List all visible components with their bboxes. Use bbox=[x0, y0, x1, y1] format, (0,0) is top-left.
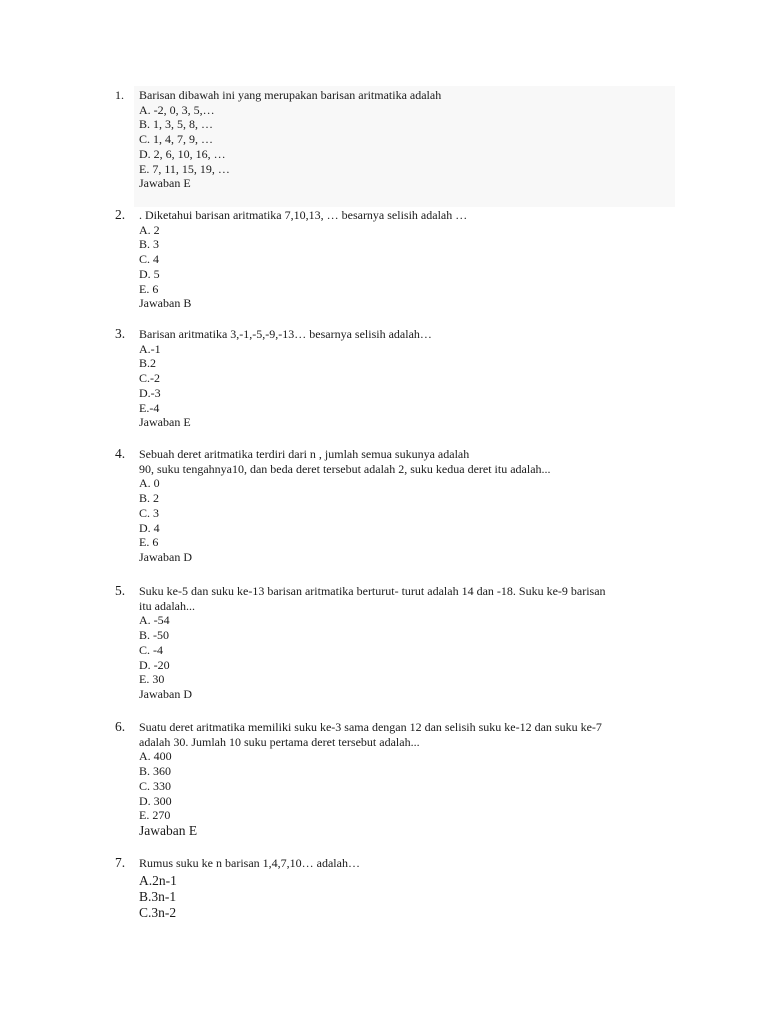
question-body bbox=[139, 447, 684, 565]
option-c: C. 1, 4, 7, 9, … bbox=[139, 132, 214, 147]
question-body bbox=[139, 208, 684, 311]
question-stem: Suatu deret aritmatika memiliki suku ke-3 sama dengan 12 dan selisih suku ke-12 dan suku ke-7 bbox=[139, 720, 602, 734]
question-stem: . Diketahui barisan aritmatika 7,10,13, … besarnya selisih adalah … bbox=[139, 208, 468, 222]
option-e: E. 6 bbox=[139, 281, 159, 296]
answer: Jawaban D bbox=[139, 686, 192, 701]
question-number: 4. bbox=[115, 446, 126, 461]
question-stem: Rumus suku ke n barisan 1,4,7,10… adalah… bbox=[139, 856, 360, 870]
option-c: C.3n-2 bbox=[139, 905, 177, 921]
option-a: A. -2, 0, 3, 5,… bbox=[139, 102, 215, 117]
option-a: A. 2 bbox=[139, 222, 160, 237]
option-a: A.-1 bbox=[139, 341, 161, 356]
question-number: 2. bbox=[115, 207, 126, 222]
option-c: C.-2 bbox=[139, 371, 160, 386]
option-b: B. 360 bbox=[139, 764, 172, 779]
question-body bbox=[139, 856, 684, 922]
option-e: E. 30 bbox=[139, 672, 165, 687]
question-number: 7. bbox=[115, 855, 126, 870]
question-stem-cont: adalah 30. Jumlah 10 suku pertama deret tersebut adalah... bbox=[139, 734, 420, 749]
question-number: 3. bbox=[115, 326, 126, 341]
option-c: C. 4 bbox=[139, 252, 160, 267]
option-a: A. 400 bbox=[139, 749, 172, 764]
option-c: C. -4 bbox=[139, 642, 163, 657]
question-stem: Barisan dibawah ini yang merupakan barisan aritmatika adalah bbox=[139, 88, 442, 102]
answer: Jawaban E bbox=[139, 822, 198, 838]
option-b: B. 3 bbox=[139, 237, 160, 252]
option-c: C. 330 bbox=[139, 778, 172, 793]
option-b: B.2 bbox=[139, 356, 157, 371]
question-body bbox=[139, 584, 684, 702]
option-b: B. -50 bbox=[139, 628, 169, 643]
option-a: A. 0 bbox=[139, 476, 160, 491]
question-body bbox=[139, 327, 684, 430]
option-e: E. 7, 11, 15, 19, … bbox=[139, 161, 230, 176]
question-stem: Sebuah deret aritmatika terdiri dari n , jumlah semua sukunya adalah bbox=[139, 447, 470, 461]
option-d: D. 2, 6, 10, 16, … bbox=[139, 146, 226, 161]
option-c: C. 3 bbox=[139, 505, 160, 520]
option-a: A.2n-1 bbox=[139, 872, 177, 888]
question-number: 1. bbox=[115, 88, 124, 102]
question-number: 5. bbox=[115, 583, 126, 598]
option-d: D. 300 bbox=[139, 793, 172, 808]
option-d: D.-3 bbox=[139, 385, 161, 400]
option-e: E. 270 bbox=[139, 808, 171, 823]
options-group bbox=[139, 873, 684, 922]
question-body bbox=[139, 720, 684, 838]
question-stem-cont: itu adalah... bbox=[139, 598, 195, 613]
answer: Jawaban E bbox=[139, 176, 191, 191]
question-stem: Barisan aritmatika 3,-1,-5,-9,-13… besarnya selisih adalah… bbox=[139, 327, 432, 341]
question-stem: Suku ke-5 dan suku ke-13 barisan aritmatika berturut- turut adalah 14 dan -18. Suku ke-9 barisan bbox=[139, 584, 606, 598]
option-d: D. 4 bbox=[139, 520, 160, 535]
answer: Jawaban E bbox=[139, 415, 191, 430]
option-b: B. 1, 3, 5, 8, … bbox=[139, 117, 214, 132]
question-stem-cont: 90, suku tengahnya10, dan beda deret tersebut adalah 2, suku kedua deret itu adalah... bbox=[139, 461, 551, 476]
option-a: A. -54 bbox=[139, 613, 170, 628]
option-b: B.3n-1 bbox=[139, 889, 177, 904]
question-number: 6. bbox=[115, 719, 126, 734]
answer: Jawaban B bbox=[139, 296, 192, 311]
option-b: B. 2 bbox=[139, 491, 160, 506]
option-e: E.-4 bbox=[139, 400, 160, 415]
question-body bbox=[139, 88, 684, 191]
option-d: D. -20 bbox=[139, 657, 170, 672]
answer: Jawaban D bbox=[139, 549, 192, 564]
option-e: E. 6 bbox=[139, 535, 159, 550]
option-d: D. 5 bbox=[139, 266, 160, 281]
